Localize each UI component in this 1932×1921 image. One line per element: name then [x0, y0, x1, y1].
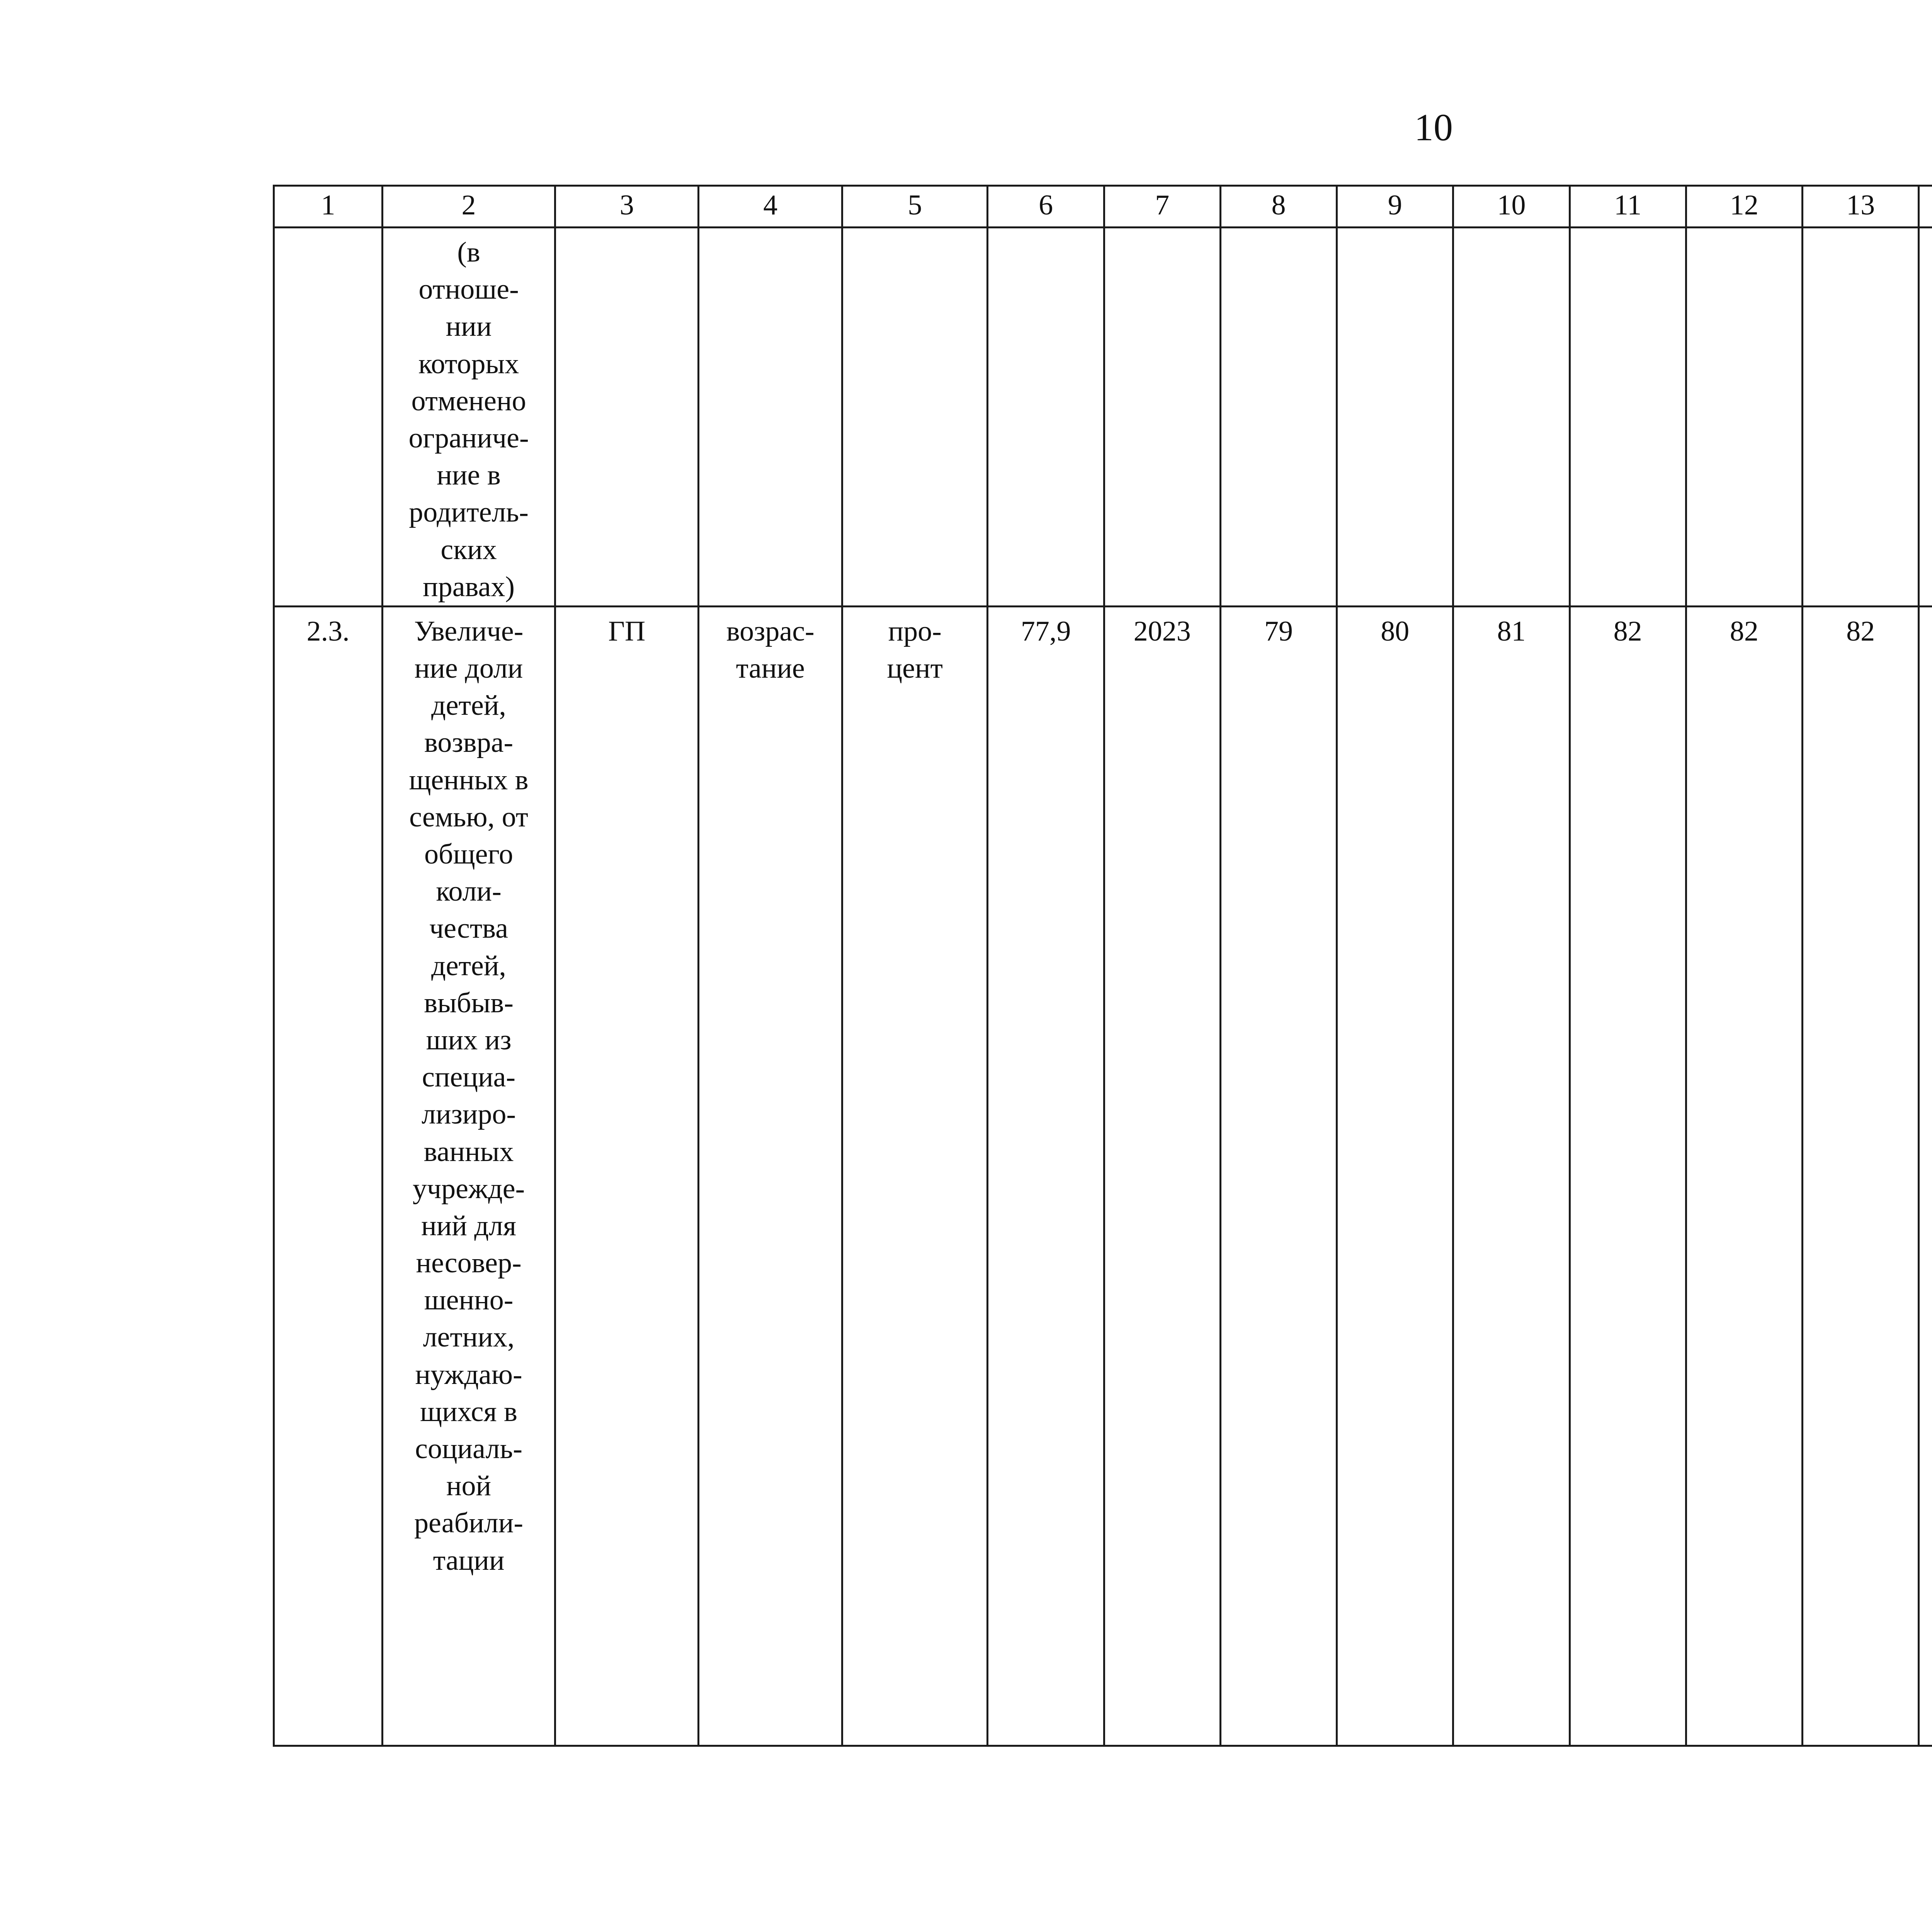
table-cell-col-11: 82 — [1570, 606, 1686, 1746]
table-cell-col-13 — [1803, 228, 1919, 607]
table-row — [274, 228, 1932, 607]
table-cell-col-4: 4 — [699, 186, 842, 228]
table-cell-col-1: 2.3. — [274, 606, 383, 1746]
table-cell-col-3 — [555, 228, 699, 607]
table-cell-col-7: 7 — [1104, 186, 1220, 228]
table-cell-col-14 — [1919, 186, 1932, 228]
table-cell-col-1 — [274, 228, 383, 607]
table-cell-col-8: 79 — [1220, 606, 1337, 1746]
table-cell-col-6: 6 — [988, 186, 1104, 228]
table-cell-col-6 — [988, 228, 1104, 607]
table-body — [274, 186, 1932, 1746]
table-cell-col-4: возрас- тание — [699, 606, 842, 1746]
table-cell-col-7 — [1104, 228, 1220, 607]
table-cell-col-5: 5 — [842, 186, 988, 228]
table-cell-col-2: (в отноше- нии которых отменено ограниче- ние в родитель- ских правах) — [383, 228, 555, 607]
table-cell-col-11 — [1570, 228, 1686, 607]
table-cell-col-12 — [1686, 228, 1802, 607]
table-row — [274, 606, 1932, 1746]
table-cell-col-10: 81 — [1453, 606, 1570, 1746]
table-cell-col-1: 1 — [274, 186, 383, 228]
indicator-table — [273, 185, 1932, 1747]
table-cell-col-9: 9 — [1337, 186, 1453, 228]
table-cell-col-5 — [842, 228, 988, 607]
table-cell-col-2: 2 — [383, 186, 555, 228]
table-cell-col-8: 8 — [1220, 186, 1337, 228]
table-cell-col-11: 11 — [1570, 186, 1686, 228]
table-cell-col-6: 77,9 — [988, 606, 1104, 1746]
table-cell-col-10 — [1453, 228, 1570, 607]
table-cell-col-3: 3 — [555, 186, 699, 228]
table-cell-col-9 — [1337, 228, 1453, 607]
table-cell-col-13: 13 — [1803, 186, 1919, 228]
table-cell-col-4 — [699, 228, 842, 607]
table-cell-col-9: 80 — [1337, 606, 1453, 1746]
table-cell-col-14 — [1919, 606, 1932, 1746]
page-number: 10 — [1414, 106, 1453, 149]
table-header-row — [274, 186, 1932, 228]
table-cell-col-2: Увеличе- ние доли детей, возвра- щенных в семью, от общего коли- чества детей, выбыв- ших из специа- лизиро- ванных учрежде- ний для несовер- шенно- летних, нуждаю- щихся в социаль- ной реабили- тации — [383, 606, 555, 1746]
table-cell-col-12: 12 — [1686, 186, 1802, 228]
table-cell-col-14 — [1919, 228, 1932, 607]
table-cell-col-3: ГП — [555, 606, 699, 1746]
table-cell-col-8 — [1220, 228, 1337, 607]
table-cell-col-12: 82 — [1686, 606, 1802, 1746]
table-cell-col-5: про- цент — [842, 606, 988, 1746]
table-cell-col-10: 10 — [1453, 186, 1570, 228]
table-cell-col-13: 82 — [1803, 606, 1919, 1746]
table-cell-col-7: 2023 — [1104, 606, 1220, 1746]
